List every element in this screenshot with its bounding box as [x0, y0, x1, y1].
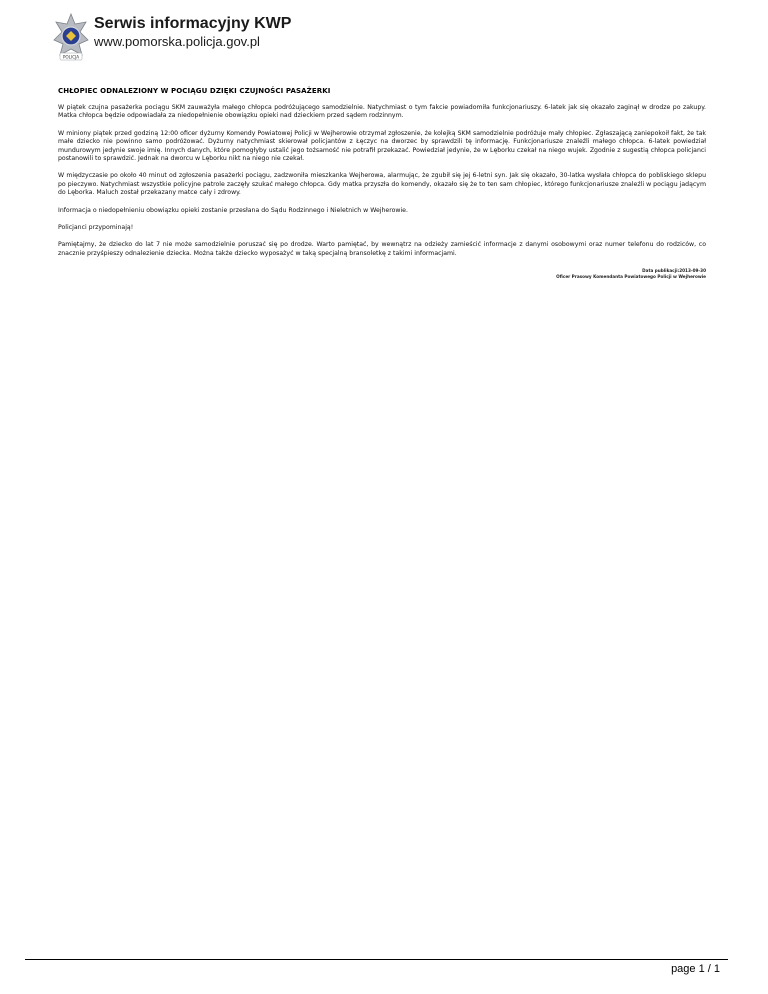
page-number: page 1 / 1	[671, 963, 720, 975]
publication-info	[556, 268, 706, 279]
article-paragraph: Informacja o niedopełnieniu obowiązku opieki zostanie przesłana do Sądu Rodzinnego i Nieletnich w Wejherowie.	[58, 206, 408, 214]
article	[58, 87, 706, 267]
author: Oficer Prasowy Komendanta Powiatowego Policji w Wejherowie	[556, 273, 706, 279]
article-paragraph: W piątek czujna pasażerka pociągu SKM zauważyła małego chłopca podróżującego samodzielnie. Natychmiast o tym fakcie powiadomiła funkcjonariuszy. 6-latek jak się okazało zaginął w drodze po zakupy. Matka chłopca będzie odpowiadała za niedopełnienie obowiązku opieki nad dzieckiem przed sądem rodzinnym.	[58, 104, 706, 120]
footer-divider	[25, 959, 728, 960]
publication-date: Data publikacji:2013-09-30	[642, 268, 706, 273]
article-title: CHŁOPIEC ODNALEZIONY W POCIĄGU DZIĘKI CZUJNOŚCI PASAŻERKI	[58, 87, 331, 95]
site-url[interactable]: www.pomorska.policja.gov.pl	[94, 34, 260, 49]
article-paragraph: W miniony piątek przed godziną 12:00 oficer dyżurny Komendy Powiatowej Policji w Wejherowie otrzymał zgłoszenie, że kolejką SKM samodzielnie podróżuje mały chłopiec. Zgłaszającą zaniepokoił fakt, że tak małe dziecko nie powinno samo podróżować. Dyżurny natychmiast skierował policjantów z Łęczyc na dworzec by sprawdzili tę informację. Funkcjonariusze znaleźli małego chłopca. 6-latek powiedział mundurowym jedynie swoje imię. Innych danych, które pomogłyby ustalić jego tożsamość nie potrafił przekazać. Powiedział jedynie, że w Lęborku czekał na niego wujek. Zgodnie z sugestią chłopca policjanci postanowili to sprawdzić. Jednak na dworcu w Lęborku nikt na niego nie czekał.	[58, 129, 706, 163]
article-paragraph: W międzyczasie po około 40 minut od zgłoszenia pasażerki pociągu, zadzwoniła mieszkanka Wejherowa, alarmując, że zgubił się jej 6-letni syn. Jak się okazało, 30-latka wysłała chłopca do pobliskiego sklepu po pieczywo. Natychmiast wszystkie policyjne patrole zaczęły szukać małego chłopca. Gdy matka przyszła do komendy, okazało się że to ten sam chłopiec, którego funkcjonariusze znaleźli w pociągu jadącym do Lęborka. Maluch został przekazany matce cały i zdrowy.	[58, 172, 706, 197]
article-paragraph: Policjanci przypominają!	[58, 224, 134, 232]
police-star-logo	[52, 12, 90, 68]
logo-badge-text: POLICJA	[62, 54, 80, 60]
article-paragraph: Pamiętajmy, że dziecko do lat 7 nie może samodzielnie poruszać się po drodze. Warto pamiętać, by wewnątrz na odzieży zamieścić informacje z danymi osobowymi oraz numer telefonu do rodziców, co znacznie przyśpieszy odnalezienie dziecka. Można także dziecko wyposażyć w taką specjalną bransoletkę z takimi informacjami.	[58, 241, 706, 257]
site-title: Serwis informacyjny KWP	[94, 15, 292, 32]
